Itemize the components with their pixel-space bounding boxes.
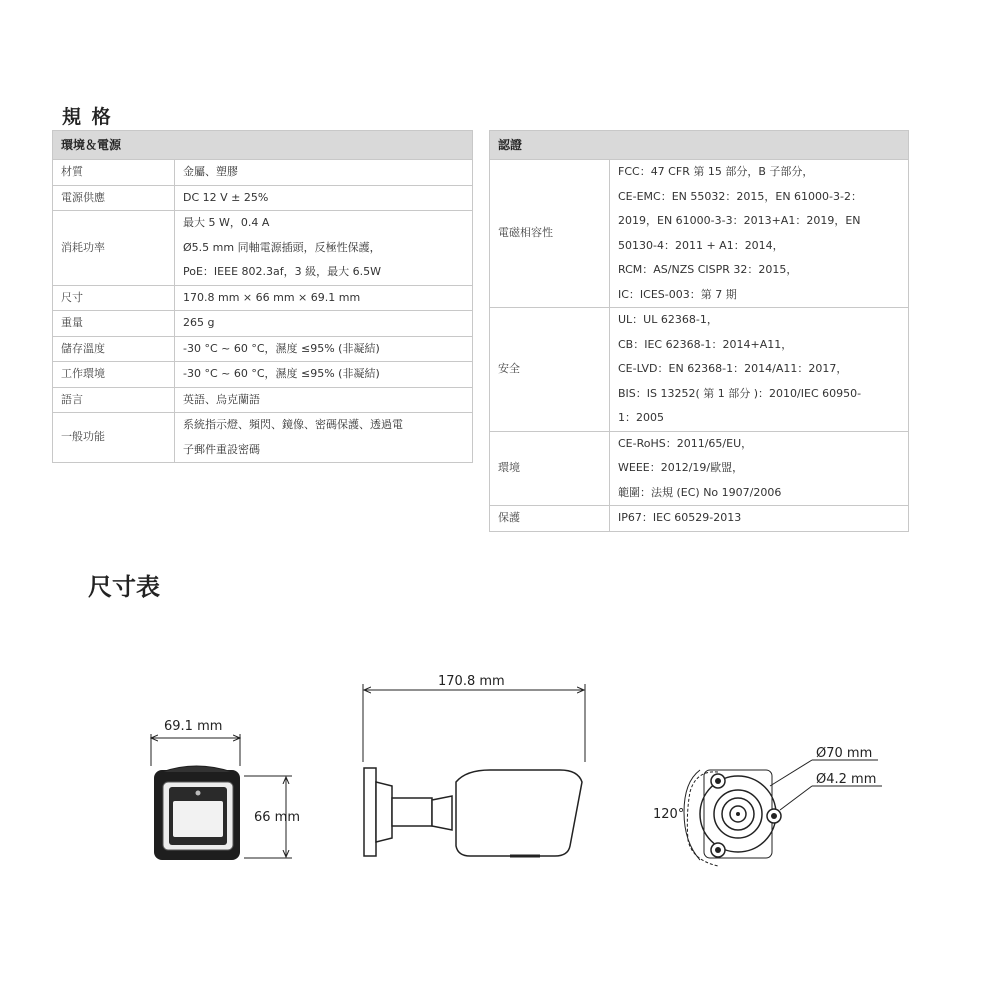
- front-view-drawing: [151, 719, 300, 860]
- env-row-label: 電源供應: [53, 185, 175, 211]
- height-dimension-label: 66 mm: [254, 810, 301, 825]
- env-value-line: DC 12 V ± 25%: [183, 190, 269, 204]
- env-value-line: 265 g: [183, 316, 215, 329]
- env-row-label: 消耗功率: [53, 211, 175, 286]
- cert-row-label: 安全: [490, 308, 610, 432]
- env-value-line: 系統指示燈、頻閃、鏡像、密碼保護、透過電: [183, 418, 403, 431]
- cert-table-header: 認證: [490, 131, 909, 160]
- width-dimension-label: 69.1 mm: [164, 719, 223, 734]
- cert-value-line: 50130-4：2011 + A1：2014，: [618, 238, 784, 252]
- mount-view-drawing: [653, 746, 882, 866]
- env-table-header: 環境＆電源: [53, 131, 473, 160]
- env-value-line: Ø5.5 mm 同軸電源插頭，反極性保護，: [183, 240, 381, 254]
- cert-value-line: UL：UL 62368-1，: [618, 313, 718, 326]
- env-row-label: 尺寸: [53, 285, 175, 311]
- env-value-line: -30 °C ~ 60 °C，濕度 ≤95% (非凝結): [183, 341, 380, 355]
- env-value-line: 170.8 mm × 66 mm × 69.1 mm: [183, 290, 361, 304]
- cert-value-line: 2019，EN 61000-3-3：2013+A1：2019，EN: [618, 214, 861, 227]
- side-view-drawing: [363, 674, 585, 856]
- cert-value-line: WEEE：2012/19/歐盟，: [618, 461, 744, 474]
- cert-row-label: 環境: [490, 431, 610, 506]
- env-row-label: 材質: [53, 160, 175, 186]
- cert-value-line: FCC：47 CFR 第 15 部分，B 子部分，: [618, 165, 814, 178]
- cert-value-line: IP67：IEC 60529-2013: [618, 511, 742, 524]
- cert-value-line: CB：IEC 62368-1：2014+A11，: [618, 337, 793, 351]
- spec-heading: 規 格: [62, 106, 113, 128]
- env-row-label: 語言: [53, 387, 175, 413]
- env-row-label: 一般功能: [53, 413, 175, 463]
- cert-value-line: BIS：IS 13252( 第 1 部分 )：2010/IEC 60950-: [618, 386, 862, 400]
- cert-value-line: IC：ICES-003：第 7 期: [618, 287, 737, 301]
- env-value-line: PoE：IEEE 802.3af，3 級，最大 6.5W: [183, 265, 381, 278]
- env-value-line: 最大 5 W，0.4 A: [183, 216, 270, 229]
- env-value-line: 金屬、塑膠: [183, 165, 238, 178]
- env-value-line: 子郵件重設密碼: [183, 442, 260, 456]
- env-row-label: 儲存溫度: [53, 336, 175, 362]
- cert-value-line: CE-RoHS：2011/65/EU，: [618, 436, 753, 450]
- cert-row-label: 保護: [490, 506, 610, 532]
- angle-label: 120°: [653, 807, 685, 822]
- cert-value-line: CE-EMC：EN 55032：2015，EN 61000-3-2：: [618, 189, 862, 203]
- env-row-label: 重量: [53, 311, 175, 337]
- length-dimension-label: 170.8 mm: [438, 674, 505, 689]
- cert-value-line: RCM：AS/NZS CISPR 32：2015，: [618, 263, 798, 276]
- dimensions-title: 尺寸表: [88, 573, 160, 601]
- cert-value-line: 範圍：法規 (EC) No 1907/2006: [618, 485, 782, 499]
- hole-diameter-label: Ø4.2 mm: [816, 772, 877, 787]
- cert-row-label: 電磁相容性: [490, 160, 610, 308]
- cert-value-line: 1：2005: [618, 411, 664, 424]
- env-row-label: 工作環境: [53, 362, 175, 388]
- env-value-line: 英語、烏克蘭語: [183, 392, 260, 406]
- env-value-line: -30 °C ~ 60 °C，濕度 ≤95% (非凝結): [183, 367, 380, 380]
- cert-value-line: CE-LVD：EN 62368-1：2014/A11：2017，: [618, 362, 848, 375]
- diameter-label: Ø70 mm: [816, 746, 873, 761]
